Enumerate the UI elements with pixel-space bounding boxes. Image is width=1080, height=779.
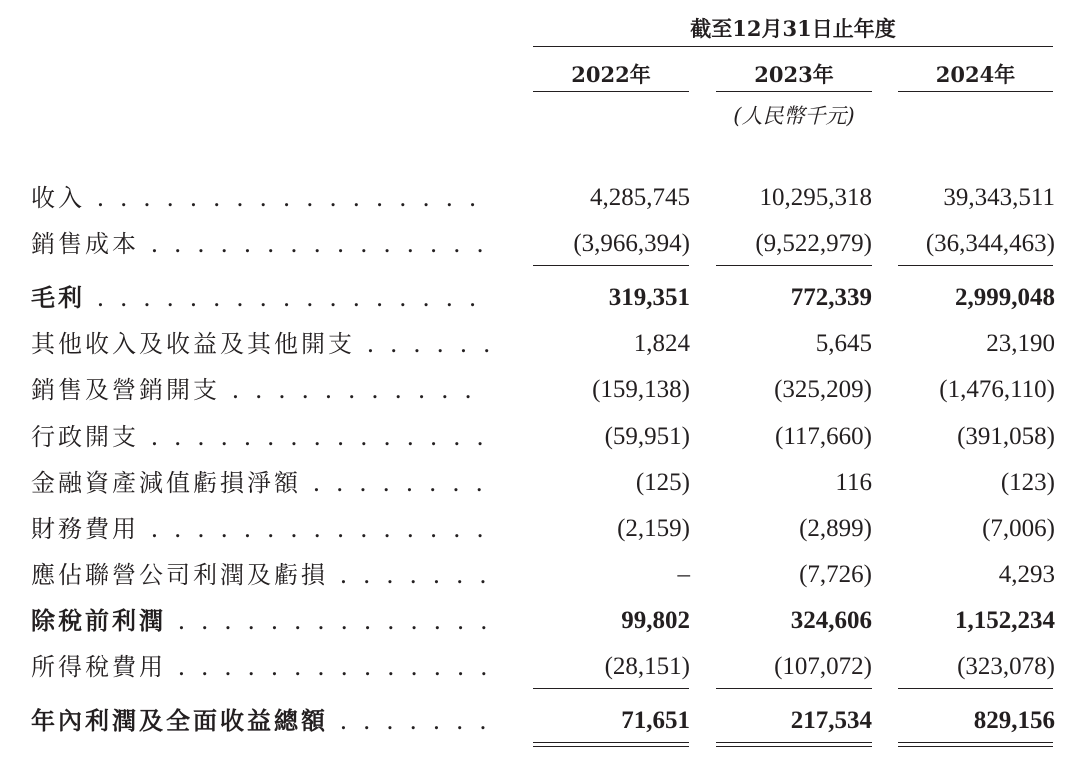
row-label: 年內利潤及全面收益總額 . . . <box>31 706 499 736</box>
currency-unit: (人民幣千元) <box>733 104 855 128</box>
row-value-2024: 829,156 <box>973 707 1055 734</box>
row-value-2022: 1,824 <box>633 330 690 357</box>
row-value-2022: (28,151) <box>604 653 690 680</box>
period-header: 截至12月31日止年度 <box>690 16 896 41</box>
row-value-2023: (117,660) <box>775 423 872 450</box>
year-header-2023: 2023年 <box>754 62 834 87</box>
row-value-2024: 2,999,048 <box>955 284 1055 311</box>
row-label: 銷售及營銷開支 . . . <box>31 375 499 405</box>
row-value-2023: 217,534 <box>790 707 872 734</box>
year-header-2022: 2022年 <box>571 62 651 87</box>
row-value-2024: (1,476,110) <box>939 376 1055 403</box>
row-value-2023: 10,295,318 <box>759 184 872 211</box>
total-double-rule-2023 <box>716 742 872 747</box>
year-header-2024: 2024年 <box>935 62 1016 87</box>
row-value-2023: 772,339 <box>790 284 872 311</box>
subtotal-rule-2022 <box>533 688 689 689</box>
row-value-2022: 71,651 <box>621 707 690 734</box>
row-value-2022: 319,351 <box>608 284 690 311</box>
row-value-2024: 1,152,234 <box>955 607 1055 634</box>
subtotal-rule-2022 <box>533 265 689 266</box>
row-value-2022: (59,951) <box>604 423 690 450</box>
year-underline-2023 <box>716 91 872 92</box>
row-value-2023: (9,522,979) <box>755 230 872 257</box>
row-value-2022: 99,802 <box>621 607 690 634</box>
row-value-2022: (159,138) <box>592 376 690 403</box>
row-label: 收入 . . . <box>31 183 499 213</box>
row-value-2024: (323,078) <box>957 653 1055 680</box>
row-label: 除稅前利潤 . . . <box>31 606 499 636</box>
subtotal-rule-2024 <box>898 265 1053 266</box>
row-value-2023: (2,899) <box>799 515 872 542</box>
subtotal-rule-2023 <box>716 265 872 266</box>
row-label: 應佔聯營公司利潤及虧損 . . . <box>31 560 499 590</box>
row-label: 金融資產減值虧損淨額 . . . <box>31 468 499 498</box>
row-value-2023: (7,726) <box>799 561 872 588</box>
subtotal-rule-2024 <box>898 688 1053 689</box>
row-label: 行政開支 . . . <box>31 422 499 452</box>
row-value-2024: (7,006) <box>982 515 1055 542</box>
row-value-2024: (391,058) <box>957 423 1055 450</box>
row-value-2022: (125) <box>635 469 690 496</box>
year-underline-2024 <box>898 91 1053 92</box>
row-value-2024: 4,293 <box>998 561 1055 588</box>
subtotal-rule-2023 <box>716 688 872 689</box>
row-value-2023: 116 <box>835 469 872 496</box>
row-value-2022: (3,966,394) <box>573 230 690 257</box>
row-value-2023: 324,606 <box>790 607 872 634</box>
row-value-2024: (36,344,463) <box>925 230 1055 257</box>
row-value-2024: 39,343,511 <box>943 184 1055 211</box>
row-label: 銷售成本 . . . <box>31 229 499 259</box>
total-double-rule-2022 <box>533 742 689 747</box>
row-value-2024: 23,190 <box>986 330 1055 357</box>
row-label: 財務費用 . . . <box>31 514 499 544</box>
row-value-2023: (325,209) <box>774 376 872 403</box>
row-value-2024: (123) <box>1000 469 1055 496</box>
row-value-2023: (107,072) <box>774 653 872 680</box>
row-value-2022: (2,159) <box>617 515 690 542</box>
year-underline-2022 <box>533 91 689 92</box>
row-label: 毛利 . . . <box>31 283 499 313</box>
row-value-2022: 4,285,745 <box>590 184 690 211</box>
total-double-rule-2024 <box>898 742 1053 747</box>
row-value-2022: – <box>677 561 690 588</box>
period-underline <box>533 46 1053 47</box>
row-label: 所得稅費用 . . . <box>31 652 499 682</box>
row-label: 其他收入及收益及其他開支 . . . <box>31 329 499 359</box>
row-value-2023: 5,645 <box>815 330 872 357</box>
